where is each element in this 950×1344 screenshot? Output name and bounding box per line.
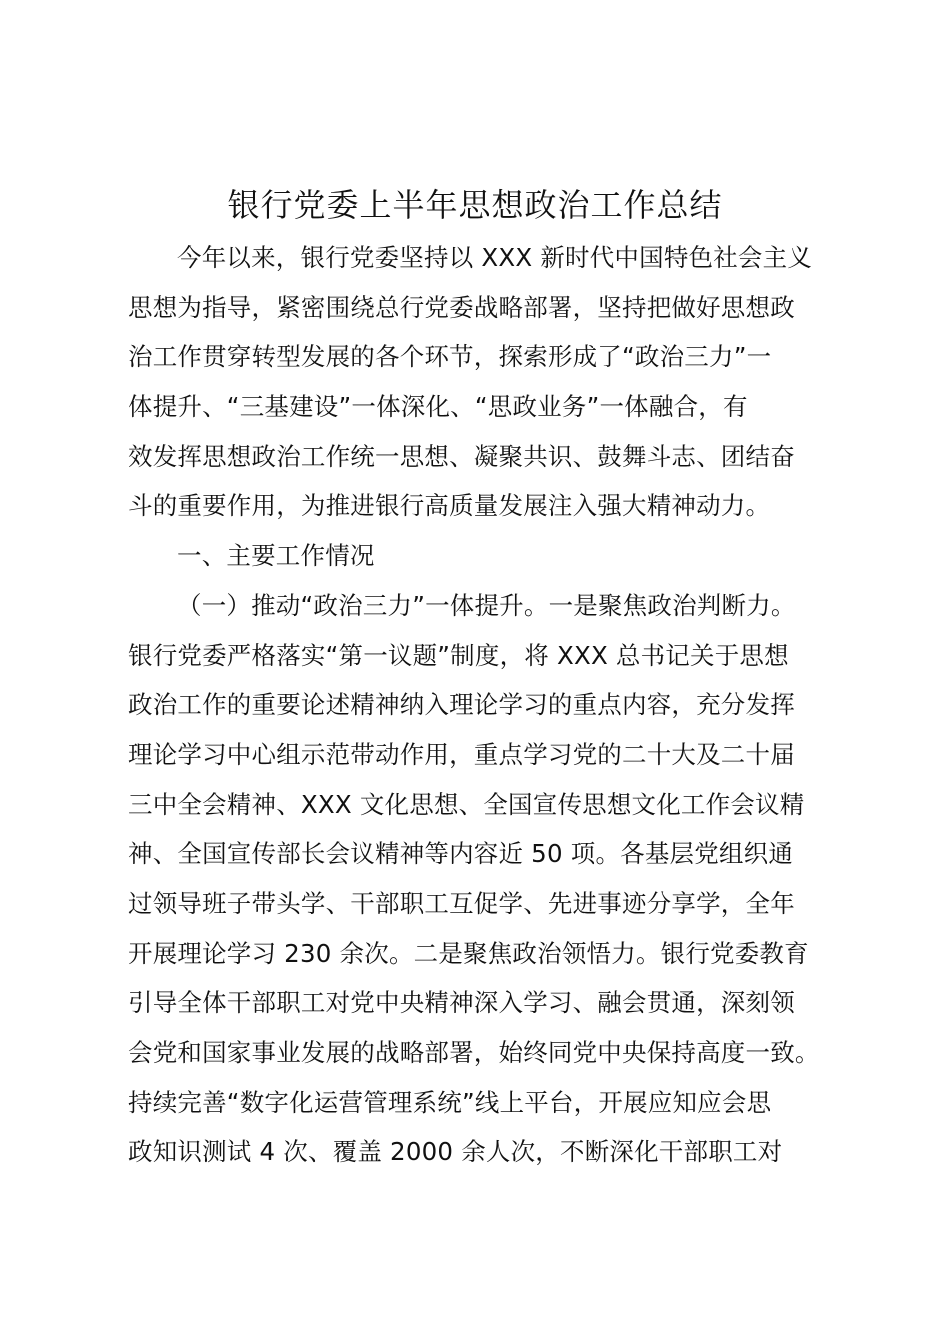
paragraph-line: 过领导班子带头学、干部职工互促学、先进事迹分享学，全年: [128, 888, 795, 918]
paragraph-line: 效发挥思想政治工作统一思想、凝聚共识、鼓舞斗志、团结奋: [128, 441, 795, 471]
paragraph-line: 银行党委严格落实“第一议题”制度，将 XXX 总书记关于思想: [128, 640, 789, 670]
paragraph-line: （一）推动“政治三力”一体提升。一是聚焦政治判断力。: [177, 590, 796, 620]
paragraph-line: 三中全会精神、XXX 文化思想、全国宣传思想文化工作会议精: [128, 789, 805, 819]
paragraph-line: 会党和国家事业发展的战略部署，始终同党中央保持高度一致。: [128, 1038, 820, 1067]
section-heading: 一、主要工作情况: [177, 541, 375, 571]
paragraph-line: 神、全国宣传部长会议精神等内容近 50 项。各基层党组织通: [128, 839, 794, 869]
paragraph-line: 治工作贯穿转型发展的各个环节，探索形成了“政治三力”一: [128, 342, 772, 372]
paragraph-line: 今年以来，银行党委坚持以 XXX 新时代中国特色社会主义: [177, 243, 813, 272]
paragraph-line: 体提升、“三基建设”一体深化、“思政业务”一体融合，有: [128, 392, 748, 422]
paragraph-line: 斗的重要作用，为推进银行高质量发展注入强大精神动力。: [128, 491, 771, 521]
paragraph-line: 引导全体干部职工对党中央精神深入学习、融会贯通，深刻领: [128, 988, 795, 1018]
paragraph-line: 政知识测试 4 次、覆盖 2000 余人次，不断深化干部职工对: [128, 1137, 783, 1167]
document-title: 银行党委上半年思想政治工作总结: [227, 186, 723, 224]
document-body: [128, 233, 828, 1177]
paragraph-line: 政治工作的重要论述精神纳入理论学习的重点内容，充分发挥: [128, 690, 795, 720]
paragraph-line: 持续完善“数字化运营管理系统”线上平台，开展应知应会思: [128, 1087, 772, 1117]
paragraph-line: 思想为指导，紧密围绕总行党委战略部署，坚持把做好思想政: [128, 292, 795, 322]
paragraph-line: 理论学习中心组示范带动作用，重点学习党的二十大及二十届: [128, 739, 795, 769]
paragraph-line: 开展理论学习 230 余次。二是聚焦政治领悟力。银行党委教育: [128, 938, 809, 968]
